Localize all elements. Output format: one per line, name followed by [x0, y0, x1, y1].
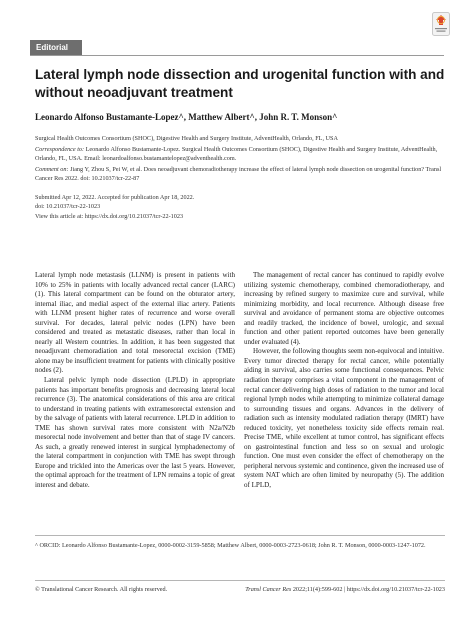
comment-on-label: Comment on:	[35, 166, 69, 173]
footer-divider	[35, 580, 445, 581]
body-paragraph: The management of rectal cancer has continued to rapidly evolve utilizing systemic chemotherapy, combined chemoradiotherapy, and increasing by refined surgery to maximize cure and survival, while minimizing morbidity, and local recurrence. Although disease free survival and avoidance of permanent stoma are objective outcomes and readily tracked, the incidence of bowel, urologic, and sexual function and other patient reported outcomes have been generally under evaluated (4).	[244, 271, 444, 346]
correspondence-label: Correspondence to:	[35, 146, 85, 153]
section-label: Editorial	[30, 40, 82, 55]
body-paragraph: Lateral pelvic lymph node dissection (LPLD) in appropriate patients has important benefits prognosis and decreasing lateral local recurrence (3). The anatomical considerations of this area are critical to understand in treating patients with extramesorectal extension and by the salvage of patients with lateral recurrence. LPLD in addition to TME has shown survival rates more consistent with N2a/N2b mesorectal node involvement and better than that of stage IV cancers. As such, a greatly renewed interest in surgical lymphadenectomy of the lateral compartment in conjunction with TME has swept through Europe and trickled into the Americas over the last 5 years. However, the optimal approach for the treatment of LPN remains a topic of great interest and debate.	[35, 376, 235, 490]
submission-dates: Submitted Apr 12, 2022. Accepted for publication Apr 18, 2022.	[35, 194, 195, 201]
body-column-left	[35, 271, 235, 491]
article-authors: Leonardo Alfonso Bustamante-Lopez^, Matthew Albert^, John R. T. Monson^	[35, 112, 338, 122]
journal-name: Transl Cancer Res	[245, 586, 292, 593]
journal-citation	[245, 585, 445, 594]
comment-on-block	[35, 165, 445, 184]
header-divider	[30, 55, 444, 56]
view-article-link[interactable]: View this article at: https://dx.doi.org/10.21037/tcr-22-1023	[35, 212, 184, 220]
article-doi: doi: 10.21037/tcr-22-1023	[35, 203, 101, 211]
journal-citation-details[interactable]: 2022;11(4):599-602 | https://dx.doi.org/10.21037/tcr-22-1023	[291, 586, 445, 593]
check-for-updates-badge-icon[interactable]	[432, 12, 450, 36]
comment-on-text: Jiang Y, Zhou S, Pei W, et al. Does neoadjuvant chemoradiotherapy increase the effect of lateral lymph node dissection on urogenital function? Transl Cancer Res 2022. doi: 10.21037/tcr-22-87	[35, 166, 442, 183]
body-paragraph: However, the following thoughts seem non-equivocal and intuitive. Every tumor directed therapy for rectal cancer, while potentially aiding in survival, also carries some functional consequences. Pelvic radiation therapy comprises a vital component in the management of rectal cancer delivering high doses of radiation to the tumor and local regional lymph nodes while attempting to minimize collateral damage to surrounding tissues and organs. Advances in the delivery of radiation such as intensity modulated radiation therapy (IMRT) have reduced toxicity, yet nonetheless toxicity side effects remain real. Precise TME, while excellent at tumor control, has significant effects on gastrointestinal function and less so on sexual and urologic function. One must even consider the effect of chemotherapy on the peripheral nervous systemic and continence, given the increased use of system NAT which are often limited by neuropathy (5). The addition of LPLD,	[244, 347, 444, 490]
author-affiliation: Surgical Health Outcomes Consortium (SHOC), Digestive Health and Surgery Institute, AdventHealth, Orlando, FL, USA	[35, 135, 338, 142]
copyright-notice: © Translational Cancer Research. All rights reserved.	[35, 586, 168, 593]
correspondence-text: Leonardo Alfonso Bustamante-Lopez. Surgical Health Outcomes Consortium (SHOC), Digestive Health and Surgery Institute, AdventHealth, Orlando, FL, USA. Email: leonardoalfonso.bustamantelopez@adventhealth.com.	[35, 146, 438, 163]
article-title: Lateral lymph node dissection and urogenital function with and without neoadjuvant treatment	[35, 67, 445, 100]
body-paragraph: Lateral lymph node metastasis (LLNM) is present in patients with 10% to 25% in patients with locally advanced rectal cancer (LARC) (1). This lateral compartment can be found on the obturator artery, internal iliac, and medial aspect of the external iliac artery. Patients with LLNM present higher rates of recurrence and worse overall survival. For decades, lateral pelvic nodes (LPN) have been considered and treated as metastatic diseases, rather than local in nearly all Western countries. In addition, it has been suggested that neoadjuvant chemoradiation and total mesorectal excision (TME) alone may be insufficient treatment for patients with clinically positive nodes (2).	[35, 271, 235, 375]
footnote-divider	[35, 535, 445, 536]
publication-info	[35, 193, 445, 221]
body-column-right	[244, 271, 444, 491]
correspondence-block	[35, 145, 445, 164]
orcid-footnote: ^ ORCID: Leonardo Alfonso Bustamante-Lopez, 0000-0002-3159-5858; Matthew Albert, 0000-0003-2723-0618; John R. T. Monson, 0000-0003-1247-1072.	[35, 542, 426, 549]
